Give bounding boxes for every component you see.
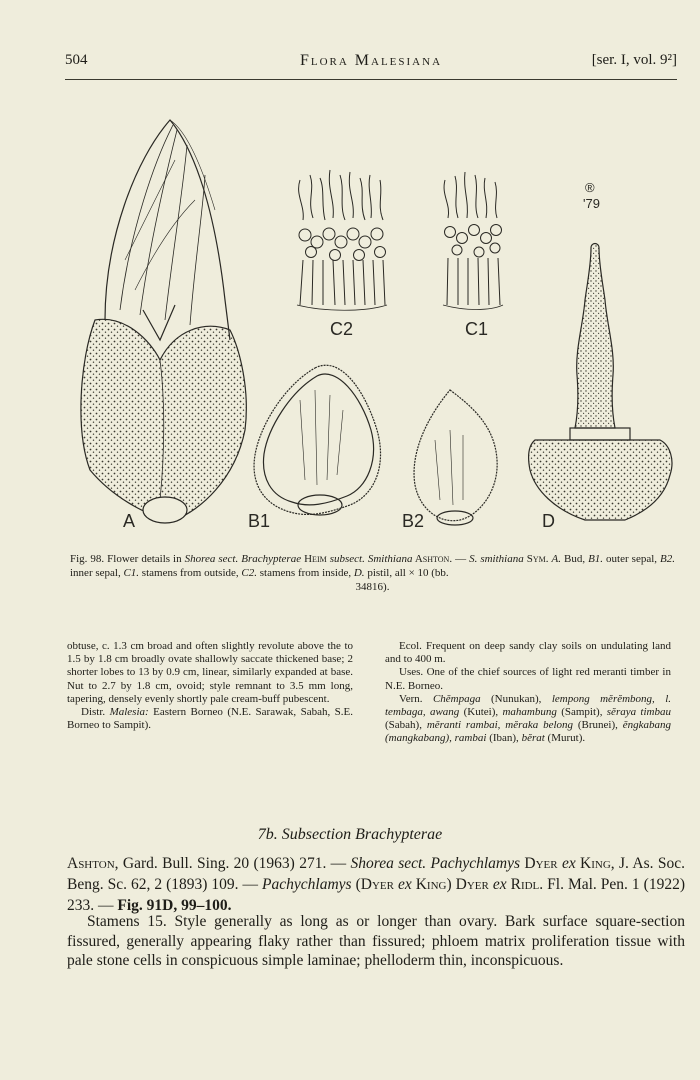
syn-ex: ex bbox=[393, 876, 412, 893]
synonymy-paragraph bbox=[67, 853, 685, 916]
syn-figure-ref: Fig. 91D, 99–100. bbox=[117, 897, 232, 914]
series-volume: [ser. I, vol. 9²] bbox=[591, 52, 677, 68]
vern-name: Chĕmpaga bbox=[432, 692, 481, 705]
vernacular-paragraph bbox=[385, 693, 671, 746]
caption-text: outer sepal, bbox=[603, 553, 661, 565]
caption-letter: B2. bbox=[660, 553, 675, 565]
syn-text: , Gard. Bull. Sing. 20 (1963) 271. — bbox=[114, 855, 351, 872]
subsection-description bbox=[67, 912, 685, 971]
syn-author: King bbox=[411, 876, 447, 893]
syn-author: Dyer bbox=[455, 876, 489, 893]
caption-taxon: Shorea sect. Brachypterae bbox=[184, 553, 302, 565]
caption-text: Flower details in bbox=[104, 553, 185, 565]
vern-name: bĕrat bbox=[521, 732, 545, 745]
vern-text: (Brunei), bbox=[573, 719, 623, 732]
caption-taxon: subsect. Smithiana bbox=[329, 553, 413, 565]
syn-author: Ashton bbox=[67, 855, 115, 872]
distr-label: Distr. bbox=[81, 706, 110, 719]
caption-letter: A. bbox=[551, 553, 561, 565]
syn-author: Ridl bbox=[506, 876, 540, 893]
stamens-outside-drawing-c1 bbox=[443, 172, 503, 310]
syn-taxon: Pachychlamys bbox=[262, 876, 352, 893]
caption-fig-number: Fig. 98. bbox=[70, 553, 105, 565]
botanical-figure bbox=[65, 100, 685, 540]
artist-mark: ® bbox=[585, 180, 595, 195]
caption-text: inner sepal, bbox=[70, 567, 124, 579]
caption-author: Ashton. — bbox=[412, 553, 470, 565]
label-d: D bbox=[542, 511, 555, 531]
vern-text: (Sampit), bbox=[556, 706, 607, 719]
distr-text: Eastern Borneo (N.E. Sarawak, Sabah, S.E. Borneo to Sampit). bbox=[67, 706, 353, 732]
caption-letter: D. bbox=[353, 567, 365, 579]
caption-letter: C2. bbox=[241, 567, 257, 579]
vern-name: sĕraya timbau bbox=[606, 706, 671, 719]
ecology-paragraph: Ecol. Frequent on deep sandy clay soils on undulating land and to 400 m. bbox=[385, 640, 671, 666]
label-c1: C1 bbox=[465, 319, 489, 339]
vern-name: lempong mĕrĕmbong, l. tembaga, awang bbox=[385, 692, 672, 719]
vern-name: ĕngkabang (mangkabang), rambai bbox=[385, 719, 671, 745]
outer-sepal-drawing-b1 bbox=[254, 365, 380, 515]
right-column bbox=[385, 640, 671, 746]
label-a: A bbox=[123, 511, 136, 531]
vern-text: (Murut). bbox=[544, 732, 586, 745]
caption-text: stamens from inside, bbox=[257, 567, 354, 579]
caption-text: 34816). bbox=[355, 581, 390, 593]
label-b2: B2 bbox=[402, 511, 425, 531]
page-number: 504 bbox=[65, 52, 88, 68]
description-continued: obtuse, c. 1.3 cm broad and often slightly revolute above the to 1.5 by 1.8 cm broadly ovate shallowly saccate thickened base; 2 shorter lobes to 13 by 0.9 cm, linear, similarly expanded at base. Nut to 2.7 by 1.8 cm, ovoid; style remnant to 3.5 mm long, tapering, densely evenly shortly pale cream-buff pubescent. bbox=[67, 640, 353, 705]
left-column bbox=[67, 640, 353, 732]
syn-text: ( bbox=[351, 876, 361, 893]
syn-ex: ex bbox=[561, 855, 576, 872]
figure-caption bbox=[70, 552, 675, 594]
artist-year: '79 bbox=[583, 196, 600, 211]
vern-text: (Kutei), bbox=[459, 706, 503, 719]
syn-author: King bbox=[575, 855, 611, 872]
vern-text: (Nunukan), bbox=[480, 692, 552, 705]
stamens-inside-drawing-c2 bbox=[297, 170, 387, 310]
syn-author: Dyer bbox=[520, 855, 562, 872]
syn-text: . Fl. Mal. Pen. 1 (1922) 233. — bbox=[67, 876, 685, 914]
distribution-paragraph bbox=[67, 706, 353, 732]
subsection-heading: 7b. Subsection Brachypterae bbox=[257, 826, 443, 843]
vern-name: mĕranti rambai, mĕraka belong bbox=[426, 719, 574, 732]
caption-species: S. smithiana bbox=[469, 553, 524, 565]
syn-text: ) bbox=[446, 876, 456, 893]
running-header bbox=[65, 52, 677, 72]
caption-text: pistil, all × 10 (bb. bbox=[364, 567, 449, 579]
distr-region: Malesia: bbox=[109, 706, 149, 719]
caption-text: Bud, bbox=[560, 553, 589, 565]
bud-drawing-a bbox=[81, 120, 246, 523]
label-b1: B1 bbox=[248, 511, 271, 531]
syn-author: Dyer bbox=[360, 876, 394, 893]
syn-ex: ex bbox=[488, 876, 507, 893]
vern-text: (Sabah), bbox=[385, 719, 427, 732]
label-c2: C2 bbox=[330, 319, 354, 339]
vern-text: (Iban), bbox=[486, 732, 522, 745]
caption-text: stamens from outside, bbox=[139, 567, 242, 579]
caption-author: Sym. bbox=[523, 553, 552, 565]
flower-illustration bbox=[65, 100, 685, 540]
caption-author: Heim bbox=[301, 553, 330, 565]
caption-letter: C1. bbox=[123, 567, 140, 579]
syn-taxon: Shorea sect. Pachychlamys bbox=[350, 855, 521, 872]
pistil-drawing-d bbox=[529, 244, 672, 521]
caption-letter: B1. bbox=[588, 553, 604, 565]
vern-text: Vern. bbox=[399, 692, 433, 705]
book-title: Flora Malesiana bbox=[299, 52, 443, 69]
description-text: Stamens 15. Style generally as long as or longer than ovary. Bark surface square-section fissured, generally appearing flaky rather than fissured; phloem matrix proliferation tissue with pale stone cells in conspicuous simple laminae; phelloderm thin, inconspicuous. bbox=[67, 913, 685, 969]
header-rule bbox=[65, 79, 677, 80]
vern-name: mahambung bbox=[502, 706, 557, 719]
syn-text: , J. As. Soc. Beng. Sc. 62, 2 (1893) 109. — bbox=[67, 855, 685, 893]
inner-sepal-drawing-b2 bbox=[414, 390, 497, 525]
uses-paragraph: Uses. One of the chief sources of light red meranti timber in N.E. Borneo. bbox=[385, 666, 671, 692]
